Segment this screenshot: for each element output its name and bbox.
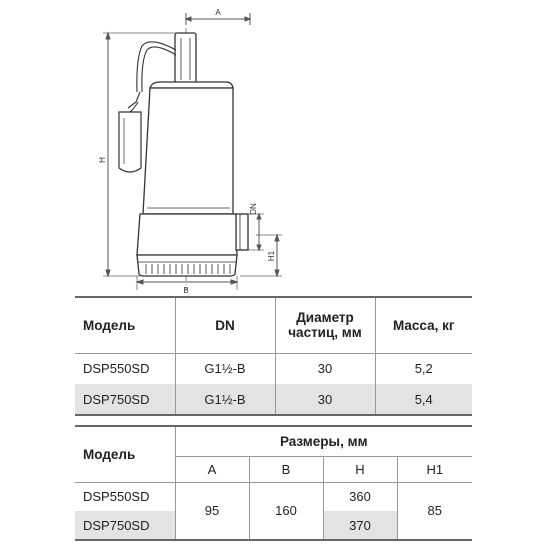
pump-handle [175,33,196,83]
table1-cell-mass: 5,2 [375,353,472,384]
dim-label-h1: H1 [267,250,276,262]
table1-header-dn: DN [175,297,275,353]
table1-cell-particle: 30 [275,353,375,384]
pump-lower-section [137,214,237,255]
dim-label-dn: DN [249,203,258,215]
float-switch [119,112,141,172]
spec-table-dimensions [75,425,472,541]
table2-header-h: H [323,456,397,482]
table1-header-row [75,297,472,353]
table1-header-particle-line2: частиц, мм [288,325,362,341]
table2-header-dimensions: Размеры, мм [175,426,472,456]
spec-table-general [75,296,472,416]
pump-motor-housing [143,88,233,214]
table1-cell-model: DSP750SD [75,384,175,415]
table2-cell-b: 160 [249,482,323,540]
table2-header-row [75,426,472,456]
table-row [75,353,472,384]
table-row [75,384,472,415]
table2-header-b: B [249,456,323,482]
table2-cell-model: DSP550SD [83,489,150,505]
table1-cell-model: DSP550SD [75,353,175,384]
dim-label-b: B [183,286,189,295]
dim-label-a: A [215,8,221,17]
table-row [75,482,472,511]
table2-cell-h: 360 [323,482,397,511]
table2-cell-model: DSP750SD [75,511,175,540]
table2-cell-h1: 85 [397,482,472,540]
table1-header-particle [275,297,375,353]
table1-header-model: Модель [75,297,175,353]
dim-label-h: H [98,157,107,163]
table2-cell-h: 370 [323,511,397,540]
table1-cell-mass: 5,4 [375,384,472,415]
table1-cell-dn: G1½-B [175,384,275,415]
pump-top-cap [150,82,233,88]
table2-header-h1: H1 [397,456,472,482]
table2-header-a: A [175,456,249,482]
table2-cell-a: 95 [175,482,249,540]
table1-cell-dn: G1½-B [175,353,275,384]
table1-header-particle-line1: Диаметр [296,310,354,326]
table1-cell-particle: 30 [275,384,375,415]
table2-header-model: Модель [75,426,175,482]
pump-outlet [236,214,248,250]
table1-header-mass: Масса, кг [375,297,472,353]
